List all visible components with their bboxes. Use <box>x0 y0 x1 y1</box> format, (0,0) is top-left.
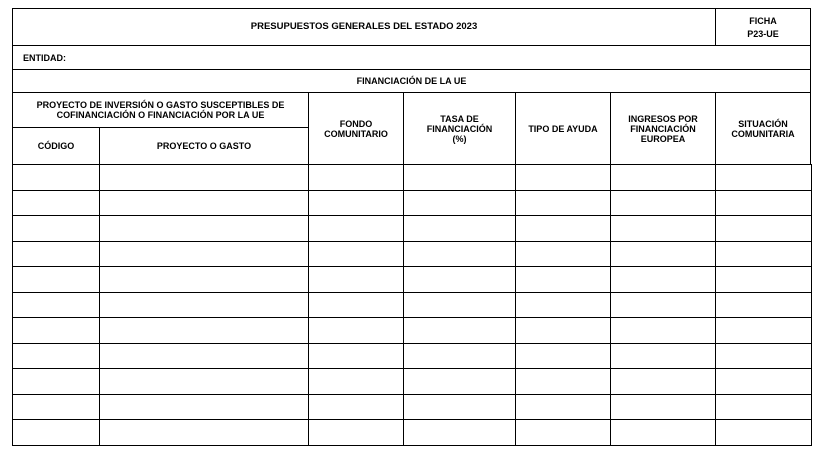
rate-cell[interactable] <box>404 420 516 446</box>
table-row <box>13 318 812 344</box>
status-cell[interactable] <box>716 165 812 191</box>
project-cell[interactable] <box>100 369 309 395</box>
status-cell[interactable] <box>716 267 812 293</box>
project-cell[interactable] <box>100 165 309 191</box>
income-cell[interactable] <box>611 343 716 369</box>
rate-cell[interactable] <box>404 394 516 420</box>
fund-header: FONDO COMUNITARIO <box>308 92 404 165</box>
data-table-body <box>13 165 812 446</box>
fund-cell[interactable] <box>309 267 404 293</box>
status-cell[interactable] <box>716 369 812 395</box>
code-cell[interactable] <box>13 165 100 191</box>
ficha-label: FICHA <box>749 15 777 26</box>
status-cell[interactable] <box>716 241 812 267</box>
income-cell[interactable] <box>611 267 716 293</box>
code-cell[interactable] <box>13 241 100 267</box>
table-row <box>13 165 812 191</box>
rate-cell[interactable] <box>404 369 516 395</box>
project-group-header: PROYECTO DE INVERSIÓN O GASTO SUSCEPTIBLES DE COFINANCIACIÓN O FINANCIACIÓN POR LA UE <box>12 92 309 128</box>
income-cell[interactable] <box>611 190 716 216</box>
aid-type-cell[interactable] <box>516 420 611 446</box>
aid-type-cell[interactable] <box>516 292 611 318</box>
project-cell[interactable] <box>100 190 309 216</box>
status-cell[interactable] <box>716 343 812 369</box>
table-row <box>13 369 812 395</box>
income-cell[interactable] <box>611 318 716 344</box>
income-cell[interactable] <box>611 420 716 446</box>
rate-cell[interactable] <box>404 190 516 216</box>
project-cell[interactable] <box>100 343 309 369</box>
aid-type-cell[interactable] <box>516 343 611 369</box>
code-cell[interactable] <box>13 267 100 293</box>
rate-cell[interactable] <box>404 267 516 293</box>
income-cell[interactable] <box>611 216 716 242</box>
status-cell[interactable] <box>716 190 812 216</box>
rate-cell[interactable] <box>404 343 516 369</box>
status-cell[interactable] <box>716 292 812 318</box>
aid-type-cell[interactable] <box>516 190 611 216</box>
project-cell[interactable] <box>100 394 309 420</box>
section-title: FINANCIACIÓN DE LA UE <box>12 69 811 93</box>
code-cell[interactable] <box>13 420 100 446</box>
aid-type-cell[interactable] <box>516 165 611 191</box>
fund-cell[interactable] <box>309 369 404 395</box>
fund-cell[interactable] <box>309 394 404 420</box>
ficha-code: P23-UE <box>747 28 779 39</box>
fund-cell[interactable] <box>309 318 404 344</box>
aid-type-cell[interactable] <box>516 369 611 395</box>
code-cell[interactable] <box>13 394 100 420</box>
table-row <box>13 216 812 242</box>
status-cell[interactable] <box>716 216 812 242</box>
aid-type-cell[interactable] <box>516 318 611 344</box>
table-row <box>13 420 812 446</box>
rate-cell[interactable] <box>404 165 516 191</box>
fund-cell[interactable] <box>309 343 404 369</box>
ficha-box <box>715 8 811 46</box>
table-row <box>13 267 812 293</box>
income-cell[interactable] <box>611 369 716 395</box>
table-row <box>13 241 812 267</box>
project-cell[interactable] <box>100 241 309 267</box>
aid-type-header: TIPO DE AYUDA <box>515 92 611 165</box>
rate-header: TASA DE FINANCIACIÓN (%) <box>403 92 516 165</box>
status-cell[interactable] <box>716 394 812 420</box>
income-cell[interactable] <box>611 394 716 420</box>
code-cell[interactable] <box>13 318 100 344</box>
aid-type-cell[interactable] <box>516 241 611 267</box>
form-title: PRESUPUESTOS GENERALES DEL ESTADO 2023 <box>12 8 716 46</box>
project-cell[interactable] <box>100 420 309 446</box>
fund-cell[interactable] <box>309 190 404 216</box>
status-cell[interactable] <box>716 420 812 446</box>
data-table <box>12 164 812 446</box>
aid-type-cell[interactable] <box>516 216 611 242</box>
income-header: INGRESOS POR FINANCIACIÓN EUROPEA <box>610 92 716 165</box>
income-cell[interactable] <box>611 241 716 267</box>
code-cell[interactable] <box>13 343 100 369</box>
project-cell[interactable] <box>100 267 309 293</box>
rate-cell[interactable] <box>404 241 516 267</box>
code-cell[interactable] <box>13 369 100 395</box>
income-cell[interactable] <box>611 165 716 191</box>
aid-type-cell[interactable] <box>516 394 611 420</box>
table-row <box>13 343 812 369</box>
code-cell[interactable] <box>13 292 100 318</box>
entity-row <box>12 45 811 70</box>
project-cell[interactable] <box>100 216 309 242</box>
fund-cell[interactable] <box>309 420 404 446</box>
income-cell[interactable] <box>611 292 716 318</box>
table-row <box>13 292 812 318</box>
fund-cell[interactable] <box>309 216 404 242</box>
rate-cell[interactable] <box>404 216 516 242</box>
fund-cell[interactable] <box>309 241 404 267</box>
status-header: SITUACIÓN COMUNITARIA <box>715 92 811 165</box>
fund-cell[interactable] <box>309 292 404 318</box>
code-cell[interactable] <box>13 190 100 216</box>
table-row <box>13 190 812 216</box>
fund-cell[interactable] <box>309 165 404 191</box>
aid-type-cell[interactable] <box>516 267 611 293</box>
rate-cell[interactable] <box>404 292 516 318</box>
project-cell[interactable] <box>100 318 309 344</box>
entity-label: ENTIDAD: <box>23 52 66 63</box>
table-row <box>13 394 812 420</box>
rate-cell[interactable] <box>404 318 516 344</box>
project-cell[interactable] <box>100 292 309 318</box>
status-cell[interactable] <box>716 318 812 344</box>
project-header: PROYECTO O GASTO <box>99 127 309 165</box>
code-cell[interactable] <box>13 216 100 242</box>
code-header: CÓDIGO <box>12 127 100 165</box>
